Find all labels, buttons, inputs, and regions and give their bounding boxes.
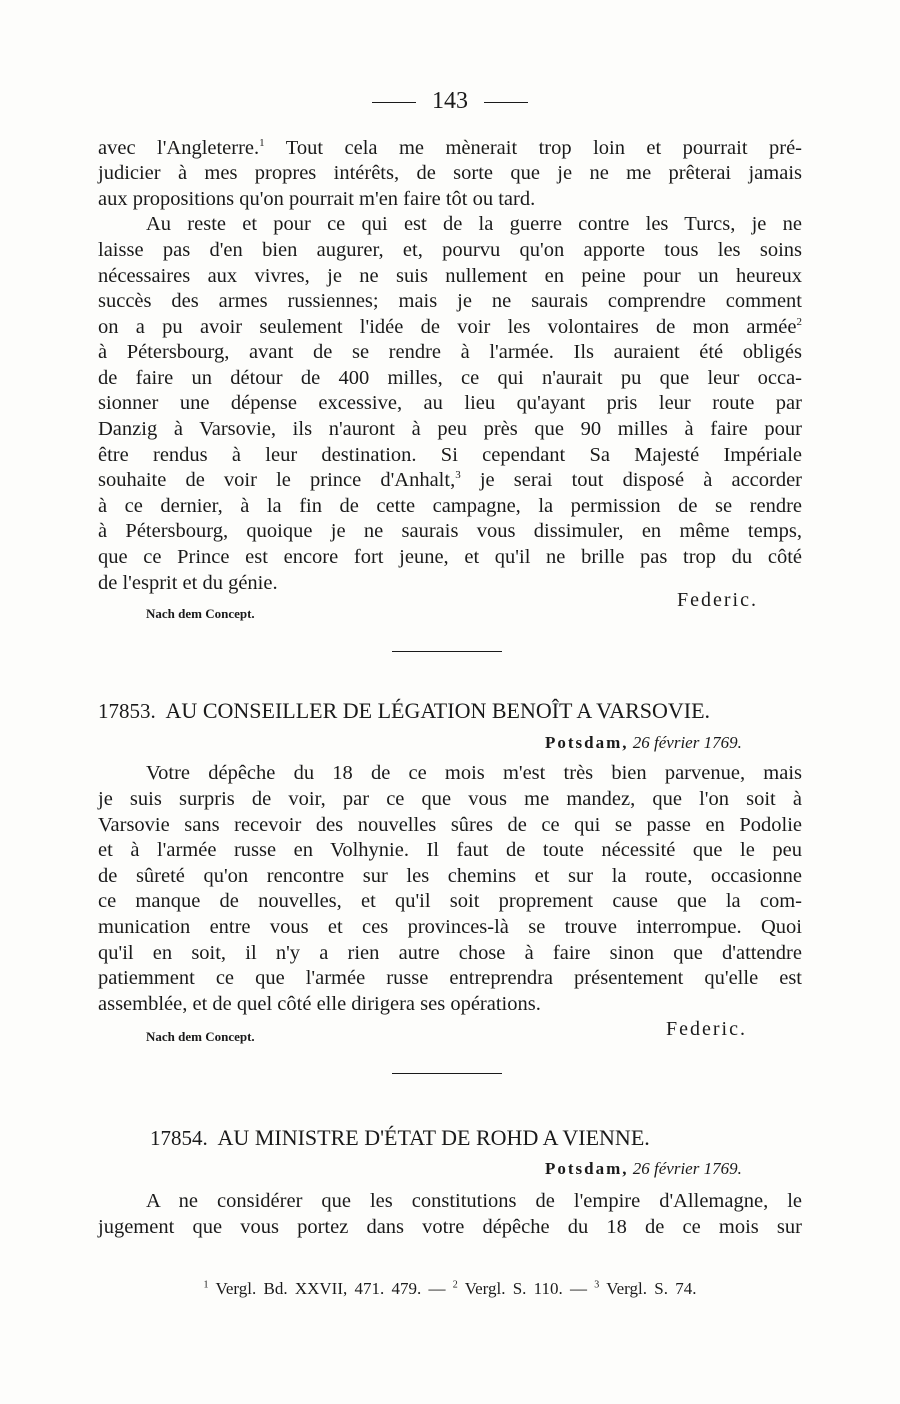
text-line: patiemment ce que l'armée russe entreprendra présentement qu'elle est [98, 967, 802, 989]
section-divider [392, 1073, 502, 1074]
text-fragment: Tout cela me mènerait trop loin et pourrait pré- [285, 137, 803, 159]
text-line: de faire un détour de 400 milles, ce qui n'aurait pu que leur occa- [98, 367, 802, 389]
text-line: je suis surpris de voir, par ce que vous me mandez, que l'on soit à [98, 788, 802, 810]
dateline-place: Potsdam, [545, 733, 629, 752]
text-fragment: avec l'Angleterre. [98, 137, 260, 159]
page-number [0, 88, 900, 115]
text-fragment: on a pu avoir seulement l'idée de voir les volontaires de mon armée [98, 316, 797, 338]
text-fragment: je serai tout disposé à accorder [479, 469, 803, 491]
source-note: Nach dem Concept. [146, 1029, 255, 1044]
text-line: A ne considérer que les constitutions de l'empire d'Allemagne, le [146, 1190, 802, 1212]
footnote-mark: 1 [203, 1279, 209, 1291]
text-line: qu'il en soit, il n'y a rien autre chose à faire sinon que d'attendre [98, 942, 802, 964]
footnote-mark: 3 [594, 1279, 600, 1291]
footnote-mark: 2 [452, 1279, 458, 1291]
text-line: Votre dépêche du 18 de ce mois m'est très bien parvenue, mais [146, 762, 802, 784]
dateline-date: 26 février 1769. [632, 1159, 742, 1178]
text-line: de l'esprit et du génie. [98, 572, 278, 594]
footnote-text: Vergl. Bd. XXVII, 471. 479. [215, 1279, 422, 1298]
text-line: à Pétersbourg, avant de se rendre à l'armée. Ils auraient été obligés [98, 341, 802, 363]
footnote-ref: 1 [259, 137, 265, 150]
text-line: jugement que vous portez dans votre dépêche du 18 de ce mois sur [98, 1216, 802, 1238]
text-line: que ce Prince est encore fort jeune, et qu'il ne brille pas trop du côté [98, 546, 802, 568]
text-line: aux propositions qu'on pourrait m'en faire tôt ou tard. [98, 188, 536, 210]
text-line [98, 468, 802, 492]
footnotes [0, 1279, 900, 1299]
signature: Federic. [666, 1018, 747, 1040]
letter-heading-text: AU CONSEILLER DE LÉGATION BENOÎT A VARSOVIE. [165, 698, 711, 723]
text-line: et à l'armée russe en Volhynie. Il faut de toute nécessité que le peu [98, 839, 802, 861]
signature: Federic. [677, 589, 758, 611]
source-note: Nach dem Concept. [146, 606, 255, 621]
letter-heading-text: AU MINISTRE D'ÉTAT DE ROHD A VIENNE. [217, 1125, 650, 1150]
footnote-ref: 2 [796, 316, 802, 329]
text-line: à ce dernier, à la fin de cette campagne, la permission de se rendre [98, 495, 802, 517]
footnote-text: Vergl. S. 74. [606, 1279, 697, 1298]
text-line: ce manque de nouvelles, et qu'il soit proprement cause que la com- [98, 890, 802, 912]
text-line: succès des armes russiennes; mais je ne saurais comprendre comment [98, 290, 802, 312]
text-line: être rendus à leur destination. Si cependant Sa Majesté Impériale [98, 444, 802, 466]
text-line: assemblée, et de quel côté elle dirigera ses opérations. [98, 993, 541, 1015]
text-line: judicier à mes propres intérêts, de sorte que je ne me prêterai jamais [98, 162, 802, 184]
dateline-place: Potsdam, [545, 1159, 629, 1178]
dateline [545, 1159, 742, 1179]
footnote-separator: — [428, 1279, 446, 1298]
text-line: laisse pas d'en bien augurer, et, pourvu qu'on apporte tous les soins [98, 239, 802, 261]
text-line: Au reste et pour ce qui est de la guerre contre les Turcs, je ne [146, 213, 802, 235]
text-line: munication entre vous et ces provinces-là se trouve interrompue. Quoi [98, 916, 802, 938]
letter-number: 17853. [98, 699, 156, 723]
text-line: de sûreté qu'on rencontre sur les chemins et sur la route, occasionne [98, 865, 802, 887]
text-line: Varsovie sans recevoir des nouvelles sûres de ce qui se passe en Podolie [98, 814, 802, 836]
text-line: Danzig à Varsovie, ils n'auront à peu près que 90 milles à faire pour [98, 418, 802, 440]
page-number-value: 143 [432, 88, 468, 114]
footnote-ref: 3 [455, 469, 461, 482]
text-line: sionner une dépense excessive, au lieu qu'ayant pris leur route par [98, 392, 802, 414]
dateline-date: 26 février 1769. [632, 733, 742, 752]
section-divider [392, 651, 502, 652]
text-line: nécessaires aux vivres, je ne suis nullement en peine pour un heureux [98, 265, 802, 287]
dateline [545, 733, 742, 753]
text-line [98, 315, 802, 339]
text-line [98, 136, 802, 160]
letter-heading [150, 1125, 650, 1151]
text-fragment: souhaite de voir le prince d'Anhalt, [98, 469, 456, 491]
letter-heading [98, 698, 710, 724]
footnote-text: Vergl. S. 110. [464, 1279, 563, 1298]
letter-number: 17854. [150, 1126, 208, 1150]
footnote-separator: — [570, 1279, 588, 1298]
text-line: à Pétersbourg, quoique je ne saurais vous dissimuler, en même temps, [98, 520, 802, 542]
